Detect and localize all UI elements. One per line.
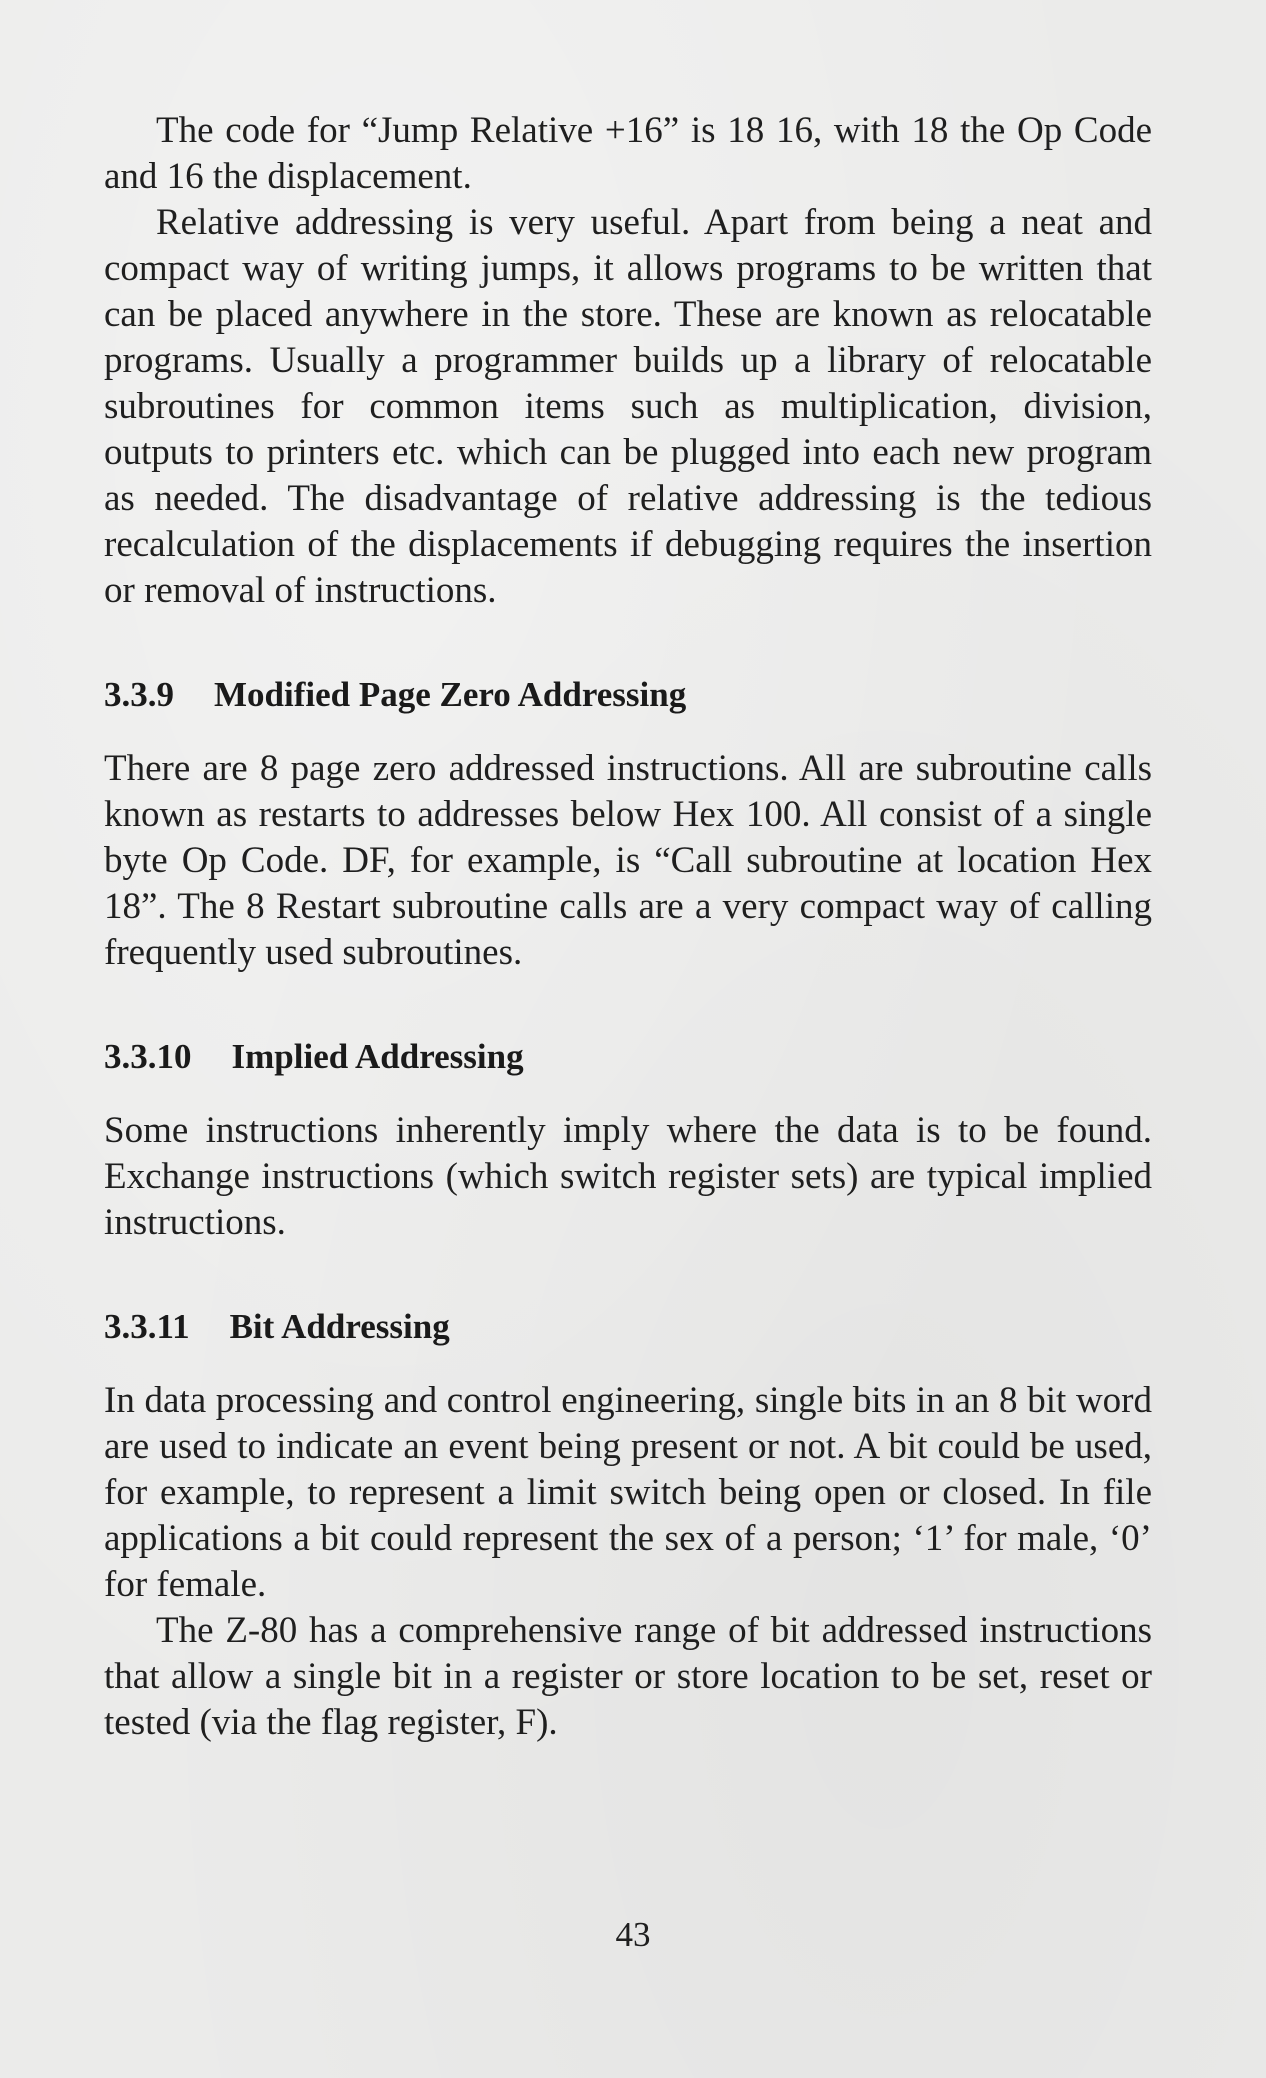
section-heading-page-zero <box>104 672 1152 718</box>
spacer <box>104 718 1152 746</box>
section-number: 3.3.11 <box>104 1307 190 1346</box>
page-body <box>104 108 1152 1746</box>
section-title: Bit Addressing <box>229 1307 450 1346</box>
paragraph-relative-addressing: Relative addressing is very useful. Apart from being a neat and compact way of writing jumps, it allows programs to be written that can be placed anywhere in the store. These are known as relocatable programs. Usually a programmer builds up a library of relocatable subroutines for common items such as multiplication, division, outputs to printers etc. which can be plugged into each new program as needed. The disadvantage of relative addressing is the tedious recalculation of the displacements if debugging requires the insertion or removal of instructions. <box>104 202 1152 611</box>
page-number: 43 <box>615 1915 651 1954</box>
paragraph-jump-relative-code: The code for “Jump Relative +16” is 18 16, with 18 the Op Code and 16 the displacement. <box>104 110 1152 197</box>
paragraph-implied: Some instructions inherently imply where the data is to be found. Exchange instructions (which switch register sets) are typical implied instructions. <box>104 1110 1152 1243</box>
spacer <box>104 976 1152 1034</box>
paragraph-bit-addressing: In data processing and control engineering, single bits in an 8 bit word are used to indicate an event being present or not. A bit could be used, for example, to represent a limit switch being open or closed. In file applications a bit could represent the sex of a person; ‘1’ for male, ‘0’ for female. <box>104 1380 1152 1605</box>
section-title: Modified Page Zero Addressing <box>214 675 687 714</box>
spacer <box>104 1350 1152 1378</box>
paragraph-z80-bit-instructions: The Z-80 has a comprehensive range of bit addressed instructions that allow a single bit in a register or store location to be set, reset or tested (via the flag register, F). <box>104 1610 1152 1743</box>
section-number: 3.3.10 <box>104 1037 192 1076</box>
spacer <box>104 1080 1152 1108</box>
section-title: Implied Addressing <box>231 1037 524 1076</box>
spacer <box>104 1246 1152 1304</box>
paragraph-page-zero: There are 8 page zero addressed instructions. All are subroutine calls known as restarts to addresses below Hex 100. All consist of a single byte Op Code. DF, for example, is “Call subroutine at location Hex 18”. The 8 Restart subroutine calls are a very compact way of calling frequently used subroutines. <box>104 748 1152 973</box>
spacer <box>104 614 1152 672</box>
section-number: 3.3.9 <box>104 675 174 714</box>
section-heading-implied <box>104 1034 1152 1080</box>
section-heading-bit <box>104 1304 1152 1350</box>
